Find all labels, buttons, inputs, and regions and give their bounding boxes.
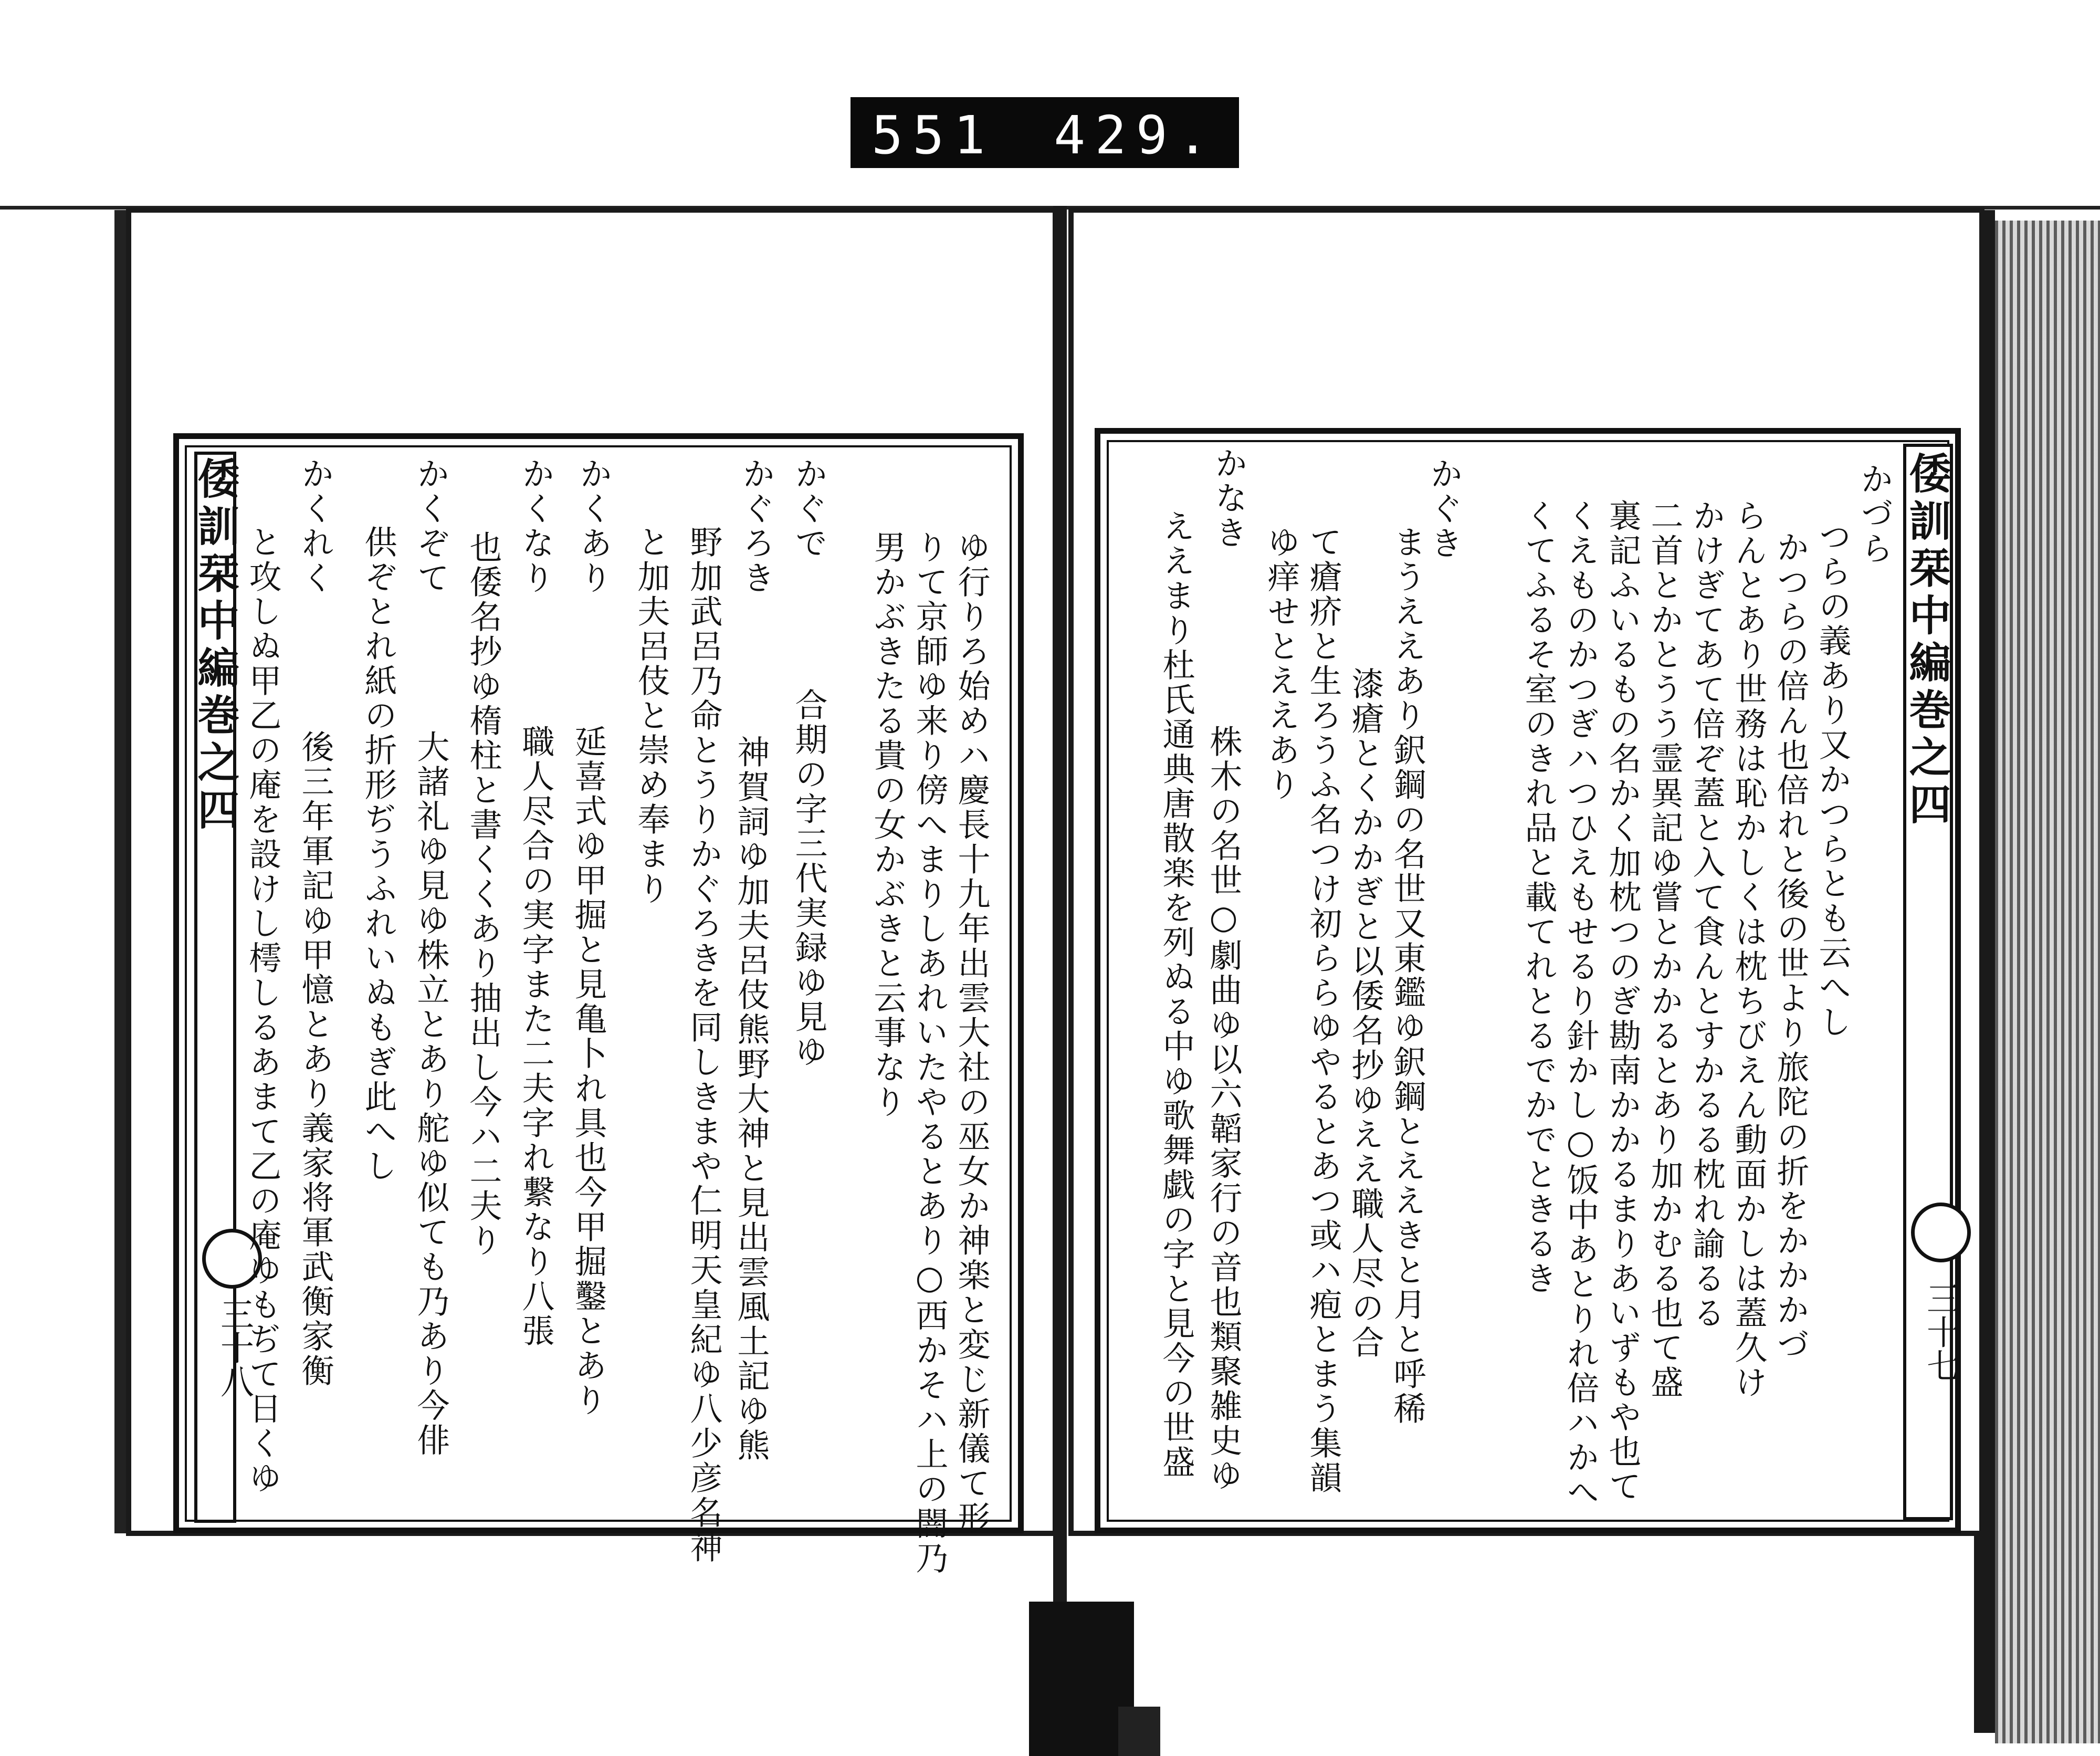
left-page-running-title: 倭訓栞中編巻之四 (191, 457, 240, 835)
right-page-roundel (1911, 1203, 1971, 1262)
left-page-folio: 三十八 (215, 1297, 254, 1398)
text-column: と加夫呂伎と崇め奉まり (632, 525, 670, 906)
text-column: くえものかつぎハつひえもせるり針かし○饭中あとりれ倍ハかへ (1561, 499, 1600, 1510)
call-number-part-1: 551 (872, 104, 995, 166)
text-column: くてふるそ室のきれ品と載てれとるでかでときるき (1519, 499, 1558, 1296)
text-column: 神賀詞ゆ加夫呂伎熊野大神と見出雲風土記ゆ熊 (732, 735, 770, 1463)
text-column: 也倭名抄ゆ楕柱と書くくあり抽出し今ハ二夫り (464, 530, 502, 1258)
text-column: 合期の字三代実録ゆ見ゆ (790, 688, 828, 1069)
library-call-number-label (850, 97, 1239, 168)
text-column: ゆ行りろ始めハ慶長十九年出雲大社の巫女か神楽と変じ新儀て形 (952, 530, 991, 1535)
text-column: と攻しぬ甲乙の庵を設けし樗しるあまて乙の庵ゆもぢて日くゆ (244, 525, 282, 1496)
text-column: 野加武呂乃命とうりかぐろきを同しきまや仁明天皇紀ゆ八少彦名神 (685, 525, 723, 1565)
text-column: 二首とかとうう霊異記ゆ嘗とかかるとあり加かむる也て盛 (1645, 499, 1684, 1400)
spine-shadow-lower (1118, 1707, 1160, 1756)
text-column: かくなり (517, 457, 555, 595)
text-column: 供ぞとれ紙の折形ぢうふれいぬもぎ此へし (359, 525, 397, 1184)
text-column: かなき (1210, 446, 1248, 550)
text-column: かぐろき (737, 457, 775, 595)
text-column: まうええあり鈬鋼の名世又東鑑ゆ鈬鋼とええきと月と呼稀 (1388, 525, 1426, 1426)
text-column: 職人尽合の実字また二夫字れ繋なり八張 (517, 725, 555, 1349)
right-page-running-title: 倭訓栞中編巻之四 (1902, 452, 1951, 830)
text-column: ゆ痒せとええあり (1262, 525, 1300, 802)
text-column: ええまり杜氏通典唐散楽を列ぬる中ゆ歌舞戯の字と見今の世盛 (1157, 509, 1195, 1480)
text-column: かづら (1855, 462, 1894, 566)
right-page-folio: 三十七 (1921, 1281, 1960, 1382)
text-column: かくぞて (412, 457, 450, 595)
text-column: かけぎてあて倍ぞ蓋と入て食んとすかるる枕れ諭るる (1687, 499, 1726, 1331)
text-column: かつらの倍ん也倍れと後の世より旅陀の折をかかかづ (1771, 530, 1810, 1362)
page-stack-edges (1995, 221, 2100, 1743)
text-column: 後三年軍記ゆ甲憶とあり義家将軍武衡家衡 (296, 730, 334, 1388)
text-column: 漆瘡とくかかぎと以倭名抄ゆええ職人尽の合 (1346, 667, 1384, 1360)
text-column: つらの義あり又かつらとも云へし (1813, 520, 1852, 1040)
text-column: かくあり (574, 457, 613, 595)
text-column: 大諸礼ゆ見ゆ株立とあり舵ゆ似ても乃あり今俳 (412, 730, 450, 1458)
text-column: かぐで (790, 457, 828, 561)
text-column: て瘡疥と生ろうふ名つけ初ららゆやるとあつ或ハ疱とまう集韻 (1304, 525, 1342, 1496)
text-column: 株木の名世○劇曲ゆ以六韜家行の音也類聚雑史ゆ (1204, 725, 1243, 1493)
text-column: らんとあり世務は恥かしくは枕ちびえん動面かしは蓋久け (1729, 499, 1768, 1400)
book-spine (1053, 206, 1067, 1756)
text-column: 延喜式ゆ甲掘と見亀卜れ具也今甲掘鑿とあり (569, 725, 607, 1418)
text-column: かぐき (1425, 457, 1463, 561)
text-column: 裏記ふいるもの名かく加枕つのぎ勘南かかるまりあいずもや也て (1603, 499, 1642, 1504)
text-column: りて京師ゆ来り傍へまりしあれいたやるとあり○西かそハ上の闇乃 (910, 530, 949, 1576)
text-column: 男かぶきたる貴の女かぶきと云事なり (868, 530, 907, 1120)
text-column: かくれく (296, 457, 334, 595)
call-number-part-2: 429. (1054, 104, 1218, 166)
